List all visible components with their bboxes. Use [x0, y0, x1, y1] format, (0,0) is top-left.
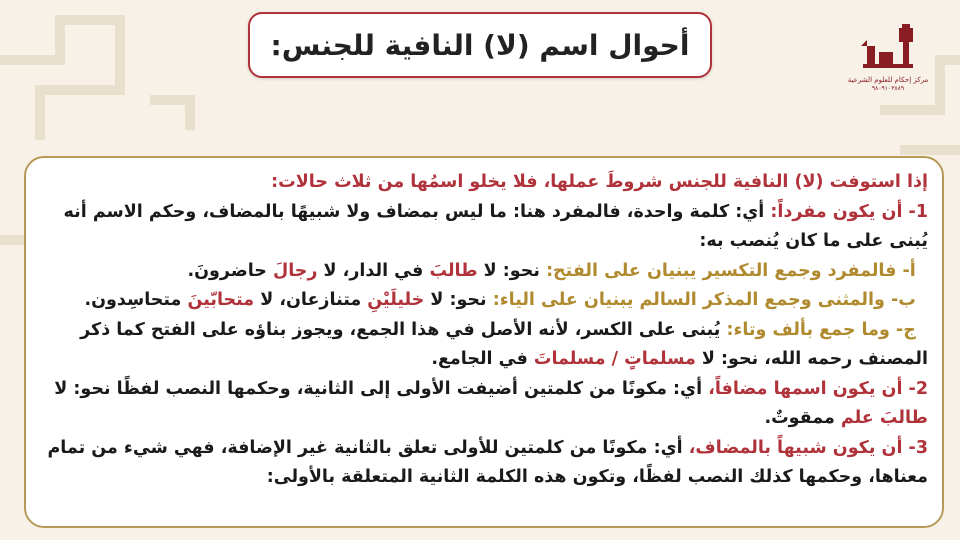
- case-1a: [40, 257, 928, 287]
- logo-mark-icon: [853, 22, 923, 74]
- case-1: [40, 198, 928, 257]
- intro-line: إذا استوفت (لا) النافية للجنس شروطَ عملها، فلا يخلو اسمُها من ثلاث حالات:: [271, 172, 928, 192]
- case-1b-text: نحو: لا: [424, 290, 493, 310]
- logo-caption: مركز إحكام للعلوم الشرعية: [847, 76, 929, 84]
- example-word: مسلماتٍ / مسلماتَ: [533, 349, 696, 369]
- case-1-text: أي: كلمة واحدة، فالمفرد هنا: ما ليس بمضاف ولا شبيهًا بالمضاف، وحكم الاسم أنه يُبنى على ما كان يُنصب به:: [63, 201, 928, 251]
- case-1b: [40, 286, 928, 316]
- logo: [840, 22, 936, 100]
- case-2-text: أي: مكونًا من كلمتين أضيفت الأولى إلى الثانية، وحكمها النصب لفظًا نحو: لا: [54, 378, 709, 399]
- case-2-heading: 2- أن يكون اسمها مضافاً،: [708, 378, 928, 399]
- case-1a-text: حاضرونَ.: [187, 260, 274, 281]
- case-3-heading: 3- أن يكون شبيهاً بالمضاف،: [688, 437, 928, 458]
- content-box: [24, 156, 944, 528]
- example-word: خليلَيْنِ: [367, 290, 425, 310]
- content-text: [40, 168, 928, 493]
- case-1b-heading: ب- والمثنى وجمع المذكر السالم يبنيان على الياء:: [492, 290, 916, 310]
- case-1c: [40, 316, 928, 375]
- case-3: [40, 434, 928, 493]
- example-word: طالبَ: [879, 408, 928, 428]
- example-word: رجالَ: [273, 260, 318, 281]
- logo-subtext: ٩٨٠٩١٠٣٨٨٩: [871, 85, 905, 92]
- page-title: أحوال اسم (لا) النافية للجنس:: [270, 28, 690, 62]
- case-3-text: أي: مكونًا من كلمتين للأولى تعلق بالثانية غير الإضافة، فهي شيء من تمام معناها، وحكمها كذلك النصب لفظًا، وتكون هذه الكلمة الثانية المتعلقة بالأولى:: [47, 437, 928, 487]
- case-1c-text: يُبنى على الكسر، لأنه الأصل في هذا الجمع، ويجوز بناؤه على الفتح كما ذكر المصنف رحمه الله، نحو: لا: [80, 319, 928, 369]
- case-1b-text: متنازعان، لا: [254, 290, 368, 310]
- case-1a-heading: أ- فالمفرد وجمع التكسير يبنيان على الفتح:: [546, 260, 916, 281]
- case-1b-text: متحاسِدون.: [84, 290, 188, 310]
- example-word: علم: [840, 408, 874, 428]
- example-word: طالبَ: [429, 260, 478, 281]
- case-1c-heading: ج- وما جمع بألف وتاء:: [726, 319, 916, 340]
- case-1a-text: في الدار، لا: [317, 260, 430, 281]
- case-1c-text: في الجامع.: [431, 349, 534, 369]
- example-word: متحابّينَ: [187, 290, 255, 310]
- title-box: [248, 12, 712, 78]
- case-1-heading: 1- أن يكون مفرداً:: [770, 201, 928, 222]
- case-1a-text: نحو: لا: [477, 260, 547, 281]
- case-2-text: ممقوتٌ.: [764, 408, 841, 428]
- case-2: [40, 375, 928, 434]
